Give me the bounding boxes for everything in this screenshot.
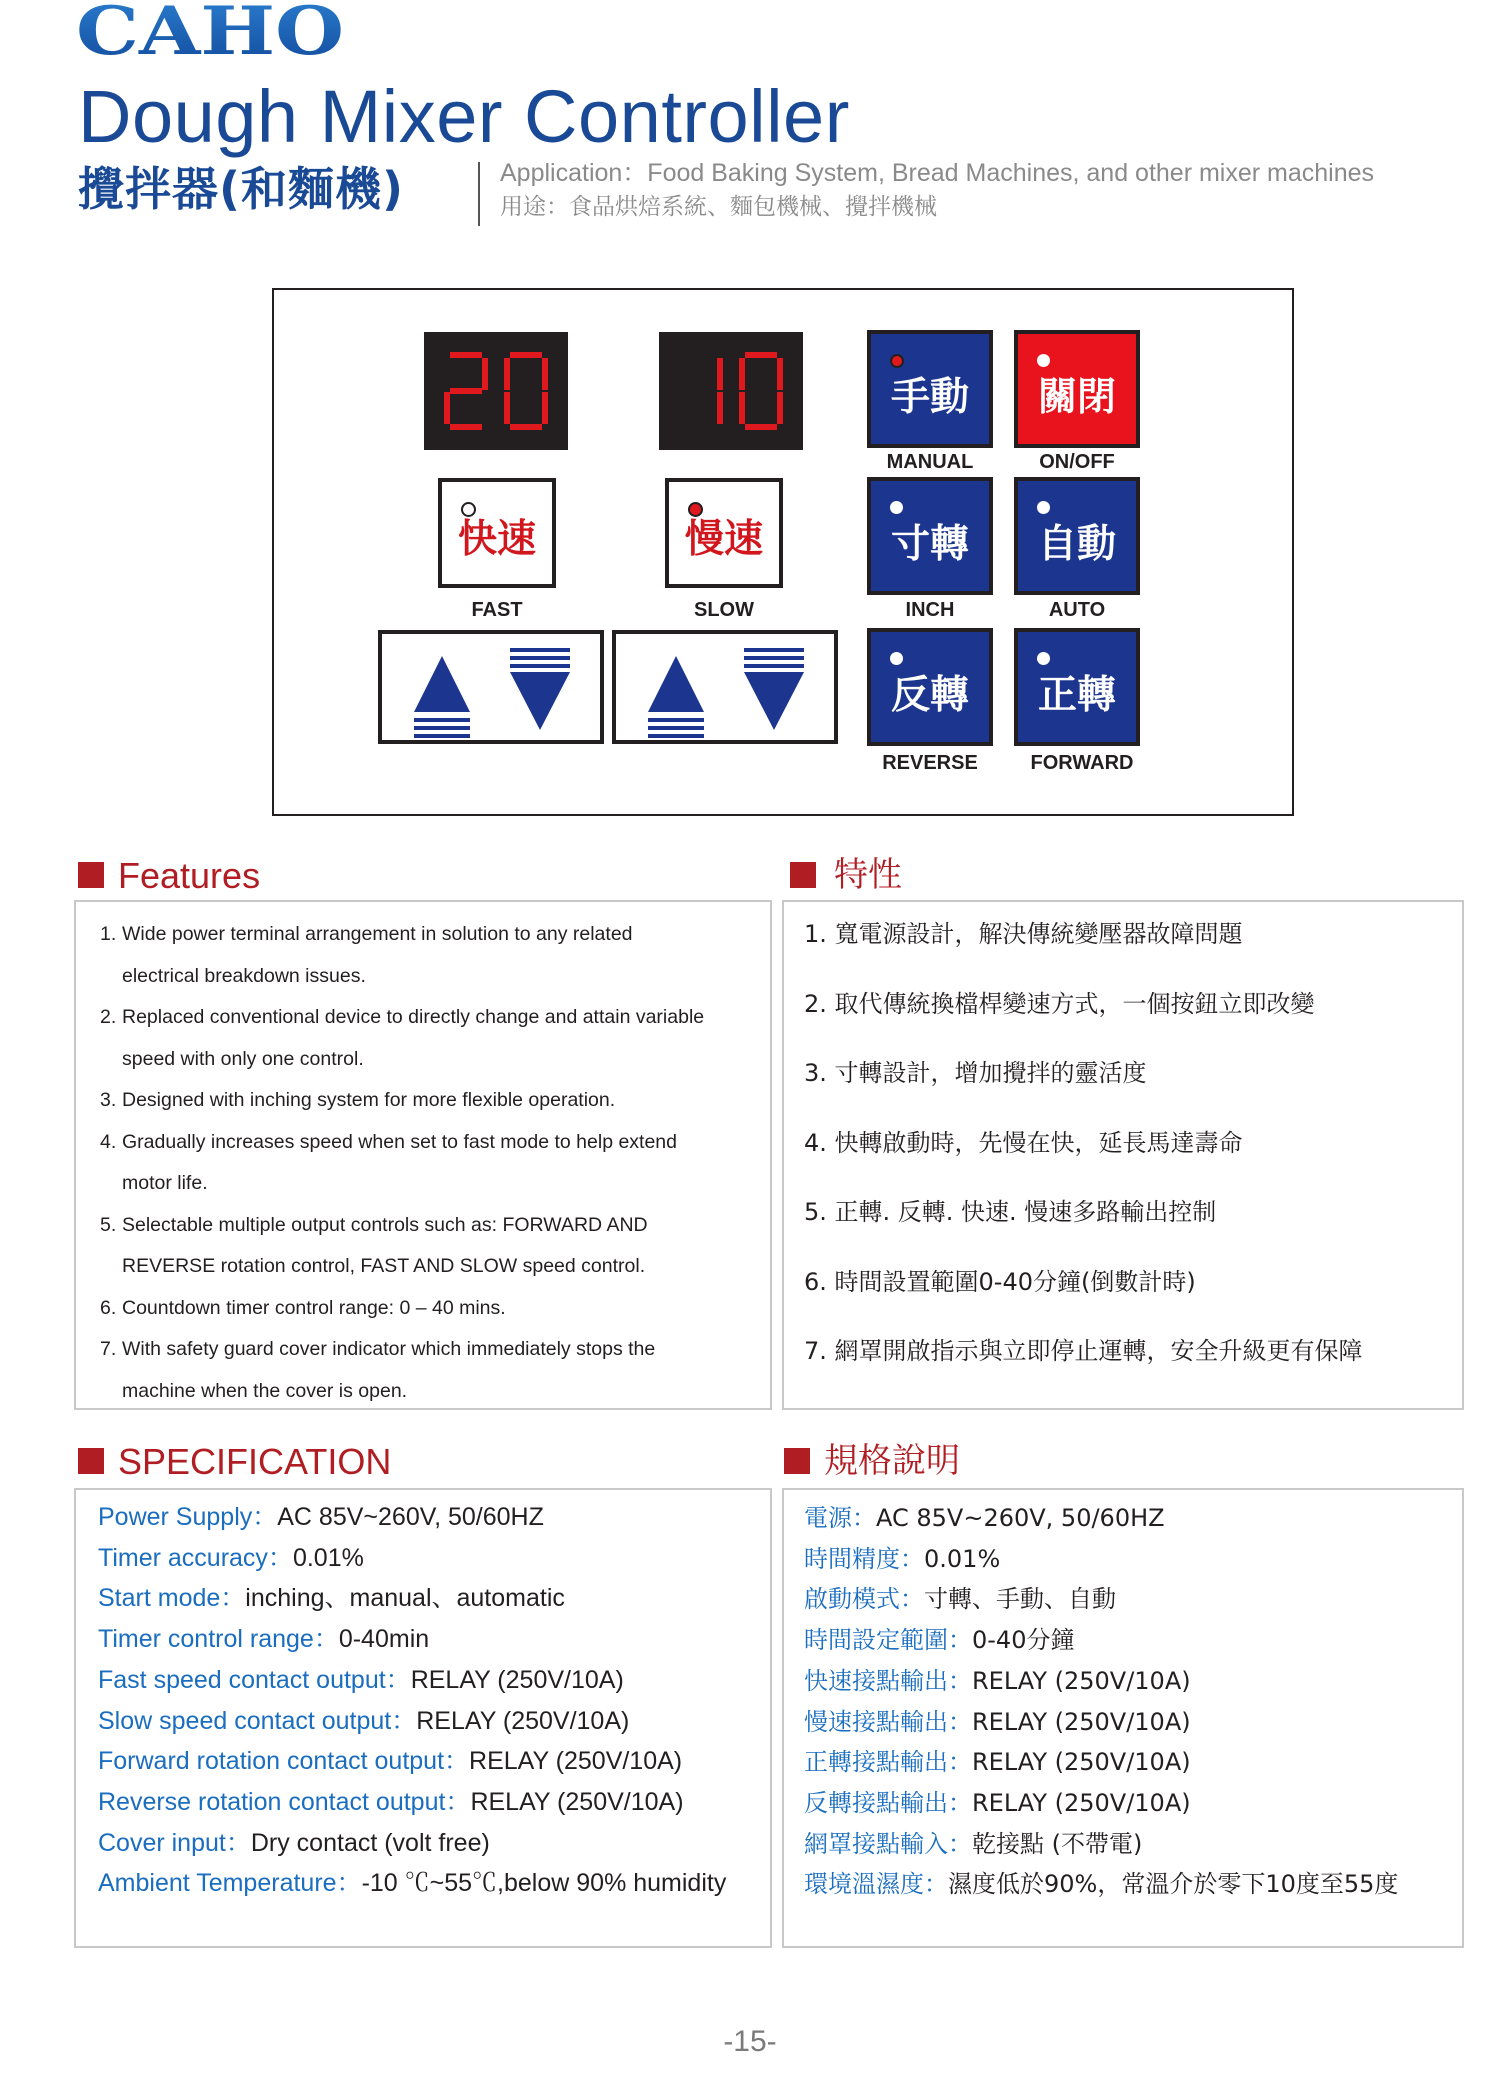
- spec-key: 環境溫濕度：: [804, 1870, 948, 1899]
- spec-value: AC 85V~260V, 50/60HZ: [876, 1504, 1165, 1532]
- spec-heading: SPECIFICATION: [118, 1441, 392, 1482]
- spec-key: Timer control range：: [98, 1625, 339, 1654]
- feature-line: [100, 1163, 704, 1205]
- reverse-indicator-led: [890, 652, 903, 665]
- fast-time-adjust: [378, 630, 604, 744]
- manual-button[interactable]: [867, 330, 993, 448]
- svg-text:CAHO: CAHO: [76, 2, 344, 60]
- feature-text: Selectable multiple output controls such as: FORWARD AND: [122, 1213, 648, 1236]
- spec-key: Fast speed contact output：: [98, 1665, 411, 1694]
- spec-key: 時間設定範圍：: [804, 1626, 972, 1655]
- spec-row: [98, 1706, 630, 1735]
- spec-key: Reverse rotation contact output：: [98, 1787, 471, 1816]
- feature-number: 4.: [100, 1130, 117, 1153]
- fast-timer-display: [424, 332, 568, 450]
- features-cn-heading-marker: [790, 862, 816, 888]
- feature-text: REVERSE rotation control, FAST AND SLOW speed control.: [122, 1255, 646, 1277]
- fast-caption: FAST: [471, 599, 523, 621]
- feature-line: [100, 997, 704, 1039]
- features-cn-heading: 特性: [834, 855, 902, 895]
- spec-value: RELAY (250V/10A): [972, 1788, 1191, 1817]
- feature-number: 6.: [100, 1296, 117, 1319]
- spec-row: [98, 1749, 682, 1774]
- spec-box: [74, 1488, 772, 1948]
- feature-cn-item: 4. 快轉啟動時，先慢在快，延長馬達壽命: [804, 1128, 1243, 1157]
- spec-key: 快速接點輸出：: [804, 1666, 972, 1695]
- feature-text: With safety guard cover indicator which immediately stops the: [122, 1338, 656, 1360]
- forward-caption: FORWARD: [1030, 752, 1134, 774]
- features-cn-list: [804, 922, 1363, 1409]
- caho-logo: [76, 2, 346, 60]
- reverse-button[interactable]: [867, 628, 993, 746]
- reverse-caption: REVERSE: [882, 752, 978, 774]
- feature-cn-item: 1. 寬電源設計，解決傳統變壓器故障問題: [804, 920, 1243, 948]
- spec-key: Forward rotation contact output：: [98, 1747, 470, 1776]
- forward-button-label: 正轉: [1037, 673, 1116, 718]
- spec-key: 正轉接點輸出：: [804, 1748, 972, 1777]
- slow-up-arrow-icon[interactable]: [648, 656, 704, 738]
- spec-cn-box: [782, 1488, 1464, 1948]
- slow-button-label: 慢速: [684, 517, 763, 562]
- spec-row: [804, 1829, 1143, 1858]
- spec-cn-heading-marker: [784, 1448, 810, 1474]
- slow-indicator-led: [688, 502, 703, 517]
- spec-cn-list: [804, 1500, 1459, 1940]
- spec-row: [98, 1828, 490, 1857]
- slow-timer-display: [659, 332, 803, 450]
- feature-number: 5.: [100, 1213, 117, 1236]
- spec-row: [98, 1543, 364, 1572]
- fast-down-arrow-icon[interactable]: [510, 648, 570, 730]
- spec-value: RELAY (250V/10A): [469, 1747, 683, 1776]
- spec-value: 0-40分鐘: [972, 1626, 1075, 1655]
- spec-row: [98, 1871, 726, 1896]
- spec-row: [98, 1586, 565, 1611]
- fast-up-arrow-icon[interactable]: [414, 656, 470, 738]
- slow-down-arrow-icon[interactable]: [744, 648, 804, 730]
- feature-cn-item: 7. 網罩開啟指示與立即停止運轉，安全升級更有保障: [804, 1337, 1363, 1365]
- spec-key: Cover input：: [98, 1828, 251, 1857]
- application-english: Application：Food Baking System, Bread Machines, and other mixer machines: [500, 159, 1375, 187]
- slow-button[interactable]: [665, 478, 783, 588]
- feature-line: [100, 1122, 704, 1164]
- spec-row: [804, 1544, 1001, 1573]
- spec-row: [804, 1788, 1191, 1817]
- spec-value: RELAY (250V/10A): [972, 1748, 1191, 1777]
- features-cn-box: [782, 900, 1464, 1410]
- inch-button[interactable]: [867, 477, 993, 595]
- spec-key: Ambient Temperature：: [98, 1869, 362, 1898]
- spec-key: 電源：: [804, 1504, 876, 1532]
- seven-segment-digit: [444, 352, 488, 430]
- features-heading: Features: [118, 855, 261, 896]
- reverse-button-label: 反轉: [890, 673, 969, 718]
- spec-value: 0.01%: [924, 1544, 1001, 1573]
- features-list: [100, 914, 704, 1412]
- feature-cn-item: 5. 正轉. 反轉. 快速. 慢速多路輸出控制: [804, 1198, 1217, 1226]
- spec-key: 反轉接點輸出：: [804, 1788, 972, 1817]
- spec-value: 濕度低於90%，常溫介於零下10度至55度: [948, 1870, 1399, 1899]
- manual-indicator-led: [890, 354, 904, 368]
- spec-value: RELAY (250V/10A): [470, 1787, 684, 1816]
- feature-line: [100, 1329, 704, 1371]
- seven-segment-digit: [739, 352, 783, 430]
- forward-indicator-led: [1037, 652, 1050, 665]
- feature-line: [100, 1288, 704, 1330]
- forward-button[interactable]: [1014, 628, 1140, 746]
- spec-value: 0.01%: [292, 1543, 364, 1572]
- feature-text: speed with only one control.: [122, 1047, 364, 1070]
- spec-row: [804, 1748, 1191, 1777]
- fast-button[interactable]: [438, 478, 556, 588]
- spec-heading-marker: [78, 1448, 104, 1474]
- feature-line: [100, 956, 704, 998]
- feature-number: 3.: [100, 1089, 117, 1111]
- feature-text: Replaced conventional device to directly change and attain variable: [122, 1006, 705, 1028]
- feature-number: 7.: [100, 1338, 117, 1360]
- fast-button-label: 快速: [457, 517, 536, 562]
- auto-caption: AUTO: [1048, 599, 1106, 621]
- inch-indicator-led: [890, 501, 903, 514]
- on-off-caption: ON/OFF: [1039, 451, 1115, 473]
- feature-cn-item: 3. 寸轉設計，增加攪拌的靈活度: [804, 1059, 1147, 1087]
- spec-row: [804, 1626, 1075, 1655]
- spec-value: 乾接點 (不帶電): [972, 1829, 1143, 1858]
- auto-button[interactable]: [1014, 477, 1140, 595]
- features-heading-marker: [78, 862, 104, 888]
- spec-value: Dry contact (volt free): [250, 1828, 490, 1857]
- on-off-button[interactable]: [1014, 330, 1140, 448]
- feature-text: electrical breakdown issues.: [122, 964, 366, 987]
- spec-value: RELAY (250V/10A): [410, 1665, 624, 1694]
- feature-cn-item: 2. 取代傳統換檔桿變速方式，一個按鈕立即改變: [804, 989, 1315, 1018]
- inch-button-label: 寸轉: [890, 522, 969, 567]
- feature-line: [100, 1246, 704, 1288]
- manual-button-label: 手動: [890, 375, 969, 420]
- spec-key: Timer accuracy：: [98, 1543, 293, 1572]
- slow-caption: SLOW: [694, 599, 754, 621]
- feature-text: Wide power terminal arrangement in solution to any related: [122, 923, 633, 945]
- spec-key: Start mode：: [98, 1584, 246, 1613]
- spec-key: Slow speed contact output：: [98, 1706, 417, 1735]
- on-off-indicator-led: [1037, 354, 1050, 367]
- feature-cn-item: 6. 時間設置範圍0-40分鐘(倒數計時): [804, 1267, 1196, 1296]
- inch-caption: INCH: [905, 599, 955, 621]
- spec-list: [98, 1500, 768, 1940]
- feature-text: machine when the cover is open.: [122, 1379, 408, 1402]
- slow-time-adjust: [612, 630, 838, 744]
- spec-key: Power Supply：: [98, 1503, 278, 1531]
- feature-text: Designed with inching system for more flexible operation.: [122, 1089, 616, 1111]
- spec-row: [804, 1506, 1165, 1530]
- spec-value: inching、manual、automatic: [245, 1584, 565, 1613]
- spec-row: [804, 1870, 1399, 1899]
- spec-value: -10 ℃~55℃,below 90% humidity: [361, 1869, 727, 1898]
- spec-key: 網罩接點輸入：: [804, 1829, 972, 1858]
- feature-line: [100, 1039, 704, 1081]
- feature-line: [100, 1205, 704, 1247]
- spec-key: 時間精度：: [804, 1544, 924, 1573]
- seven-segment-digit: [717, 358, 723, 424]
- page-title: Dough Mixer Controller: [78, 75, 850, 158]
- spec-row: [98, 1627, 429, 1652]
- features-box: [74, 900, 772, 1410]
- spec-value: RELAY (250V/10A): [972, 1666, 1191, 1695]
- spec-value: RELAY (250V/10A): [972, 1707, 1191, 1736]
- feature-text: Countdown timer control range: 0 – 40 mins.: [122, 1296, 506, 1319]
- page-number: -15-: [723, 2025, 777, 2058]
- spec-value: RELAY (250V/10A): [416, 1706, 630, 1735]
- application-chinese: 用途：食品烘焙系統、麵包機械、攪拌機械: [500, 194, 937, 220]
- spec-row: [804, 1666, 1191, 1695]
- spec-value: 0-40min: [338, 1625, 430, 1654]
- spec-key: 啟動模式：: [804, 1585, 924, 1614]
- fast-indicator-led: [461, 502, 476, 517]
- spec-row: [804, 1585, 1116, 1614]
- header-divider: [478, 162, 480, 226]
- feature-line: [100, 1080, 704, 1122]
- spec-row: [804, 1707, 1191, 1736]
- spec-row: [98, 1505, 544, 1530]
- feature-text: motor life.: [122, 1172, 208, 1194]
- spec-key: 慢速接點輸出：: [804, 1707, 972, 1736]
- feature-number: 2.: [100, 1006, 117, 1028]
- feature-line: [100, 1371, 704, 1413]
- feature-line: [100, 914, 704, 956]
- on-off-button-label: 關閉: [1037, 375, 1116, 420]
- auto-button-label: 自動: [1037, 522, 1116, 567]
- spec-value: AC 85V~260V, 50/60HZ: [277, 1503, 544, 1531]
- spec-cn-heading: 規格說明: [824, 1441, 960, 1481]
- spec-row: [98, 1787, 684, 1816]
- manual-caption: MANUAL: [886, 451, 974, 473]
- seven-segment-digit: [504, 352, 548, 430]
- auto-indicator-led: [1037, 501, 1050, 514]
- page-title-chinese: 攪拌器(和麵機): [78, 162, 405, 216]
- feature-number: 1.: [100, 923, 117, 945]
- spec-row: [98, 1665, 624, 1694]
- feature-text: Gradually increases speed when set to fast mode to help extend: [122, 1130, 677, 1153]
- spec-value: 寸轉、手動、自動: [924, 1585, 1116, 1614]
